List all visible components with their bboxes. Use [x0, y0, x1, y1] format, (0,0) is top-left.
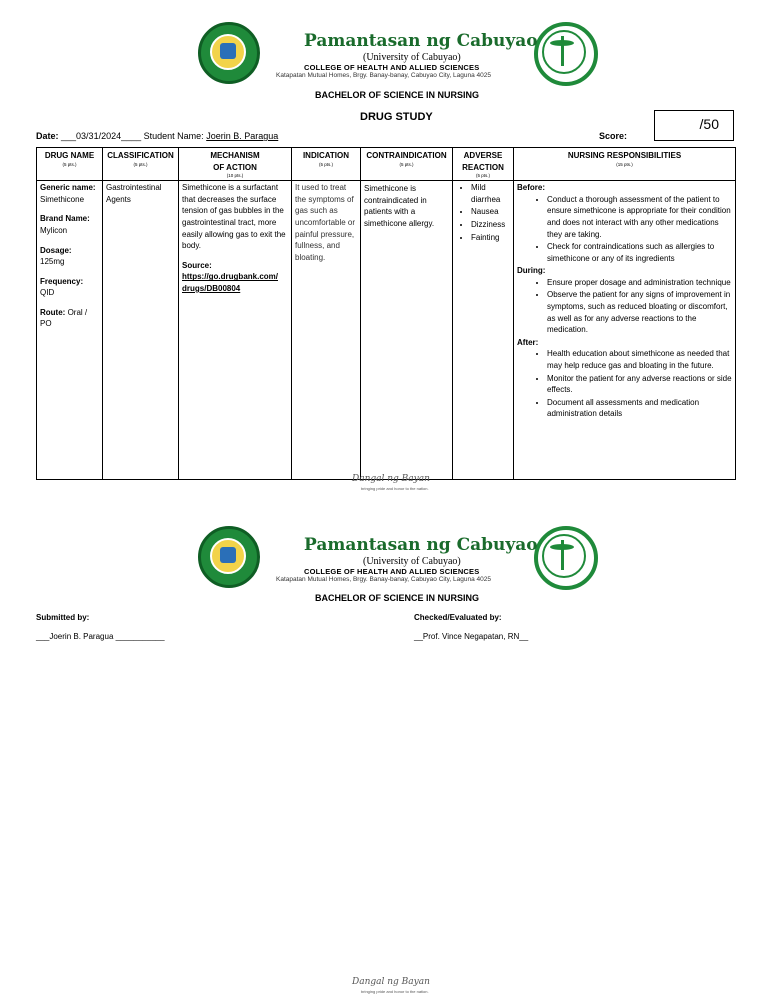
cell-adverse-reaction	[453, 181, 514, 480]
submitted-by-label: Submitted by:	[36, 613, 90, 622]
before-label: Before:	[517, 183, 546, 193]
header-nursing-responsibilities: NURSING RESPONSIBILITIES (15 pts.)	[514, 148, 736, 181]
list-item: • Check for contraindications such as allergies to simethicone or any of its ingredients	[547, 241, 732, 264]
cell-indication: It used to treat the symptoms of gas such as uncomfortable or painful pressure, fullness, and bloating.	[292, 181, 361, 480]
header-indication: INDICATION (5 pts.)	[292, 148, 361, 181]
list-item: • Dizziness	[471, 219, 510, 231]
score-box	[654, 110, 734, 141]
list-item: • Mild diarrhea	[471, 182, 510, 205]
footer-motto-subtitle: bringing pride and honor to the nation.	[361, 989, 429, 994]
header-drug-name: DRUG NAME (5 pts.)	[37, 148, 103, 181]
cell-contraindication	[361, 181, 453, 480]
university-seal-logo	[198, 526, 260, 588]
during-list	[517, 277, 732, 336]
student-name-value: Joerin B. Paragua	[206, 131, 279, 141]
frequency-value: QID	[40, 288, 55, 298]
list-item: • Nausea	[471, 206, 510, 218]
university-english-name: (University of Cabuyao)	[363, 52, 461, 63]
route-line	[40, 307, 99, 330]
university-english-name: (University of Cabuyao)	[363, 556, 461, 567]
contraindication-text: Simethicone is contraindicated in patients with a simethicone allergy.	[364, 184, 435, 228]
university-name: Pamantasan ng Cabuyao	[304, 535, 538, 555]
college-seal-logo	[534, 526, 598, 590]
header-adverse-reaction: ADVERSE REACTION (5 pts.)	[453, 148, 514, 181]
header-classification: CLASSIFICATION (5 pts.)	[103, 148, 179, 181]
route-value: Oral / PO	[40, 307, 88, 329]
list-item: • Document all assessments and medication administration details	[547, 397, 732, 420]
list-item: • Fainting	[471, 232, 510, 244]
college-name: COLLEGE OF HEALTH AND ALLIED SCIENCES	[304, 567, 480, 576]
brand-name-value: Mylicon	[40, 225, 68, 235]
table-header-row	[37, 148, 736, 181]
score-value: /50	[699, 116, 719, 132]
before-list	[517, 194, 732, 265]
list-item: • Observe the patient for any signs of improvement in symptoms, such as reduced bloating or discomfort, as well as for any adverse reactions to the medication.	[547, 289, 732, 335]
after-label: After:	[517, 337, 539, 347]
list-item: • Ensure proper dosage and administration technique	[547, 277, 732, 289]
header-mechanism: MECHANISM OF ACTION (10 pts.)	[179, 148, 292, 181]
dosage-value: 125mg	[40, 257, 65, 267]
program-title: BACHELOR OF SCIENCE IN NURSING	[315, 90, 480, 100]
score-label: Score:	[599, 131, 628, 141]
student-name-label: Student Name:	[143, 131, 204, 141]
route-label: Route:	[40, 307, 66, 317]
source-link[interactable]: https://go.drugbank.com/ drugs/DB00804	[182, 272, 278, 293]
dosage-label: Dosage:	[40, 245, 72, 255]
footer-motto-subtitle: bringing pride and honor to the nation.	[361, 486, 429, 491]
checked-by-label: Checked/Evaluated by:	[414, 613, 502, 622]
brand-name-label: Brand Name:	[40, 214, 90, 224]
date-value: ___03/31/2024____	[61, 131, 142, 141]
table-row	[37, 181, 736, 480]
cell-drug-name	[37, 181, 103, 480]
submitted-by-name: ___Joerin B. Paragua ___________	[36, 632, 165, 641]
during-label: During:	[517, 266, 546, 276]
checked-by-name: __Prof. Vince Negapatan, RN__	[414, 632, 529, 641]
cell-classification: Gastrointestinal Agents	[103, 181, 179, 480]
university-address: Katapatan Mutual Homes, Brgy. Banay-banay, Cabuyao City, Laguna 4025	[276, 576, 491, 583]
university-name: Pamantasan ng Cabuyao	[304, 31, 538, 51]
adverse-reaction-list	[456, 182, 510, 243]
footer-motto: Dangal ng Bayan	[352, 977, 430, 987]
generic-name-value: Simethicone	[40, 194, 85, 204]
list-item: • Monitor the patient for any adverse reactions or side effects.	[547, 373, 732, 396]
date-row	[36, 131, 278, 141]
drug-study-table	[36, 147, 736, 480]
university-seal-logo	[198, 22, 260, 84]
header-contraindication: CONTRAINDICATION (5 pts.)	[361, 148, 453, 181]
mechanism-text: Simethicone is a surfactant that decreases the surface tension of gas bubbles in the gastrointestinal tract, more easily allowing gas to exit the body.	[182, 183, 286, 251]
generic-name-label: Generic name:	[40, 183, 96, 193]
university-address: Katapatan Mutual Homes, Brgy. Banay-banay, Cabuyao City, Laguna 4025	[276, 72, 491, 79]
cell-nursing-responsibilities	[514, 181, 736, 480]
footer-motto: Dangal ng Bayan	[352, 474, 430, 484]
college-name: COLLEGE OF HEALTH AND ALLIED SCIENCES	[304, 63, 480, 72]
program-title: BACHELOR OF SCIENCE IN NURSING	[315, 593, 480, 603]
cell-mechanism	[179, 181, 292, 480]
after-list	[517, 348, 732, 420]
source-label: Source:	[182, 260, 212, 270]
list-item: • Conduct a thorough assessment of the patient to ensure simethicone is appropriate for their condition and does not interact with any other medications they are taking.	[547, 194, 732, 240]
college-seal-logo	[534, 22, 598, 86]
list-item: • Health education about simethicone as needed that may help reduce gas and bloating in the future.	[547, 348, 732, 371]
document-title: DRUG STUDY	[360, 111, 433, 123]
frequency-label: Frequency:	[40, 276, 84, 286]
date-label: Date:	[36, 131, 59, 141]
